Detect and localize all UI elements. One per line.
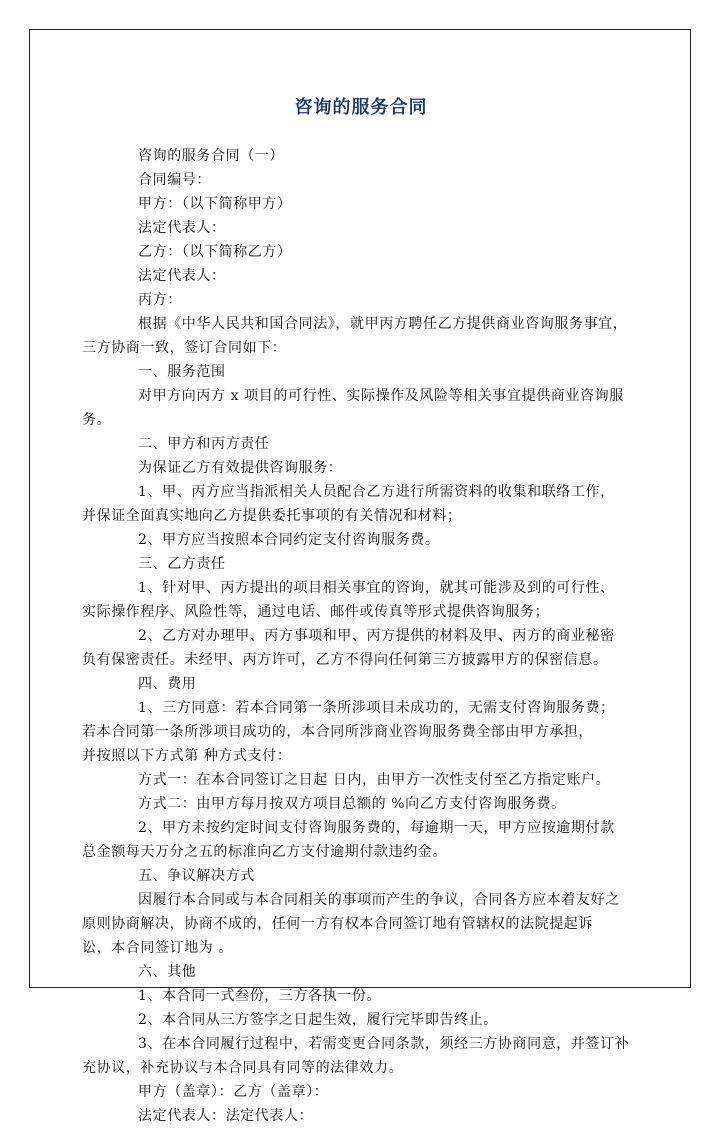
party-c-label: 丙方：: [138, 292, 182, 308]
section-6-item-1: 1、本合同一式叁份，三方各执一份。: [138, 988, 382, 1004]
signature-seal-line: 甲方（盖章）：乙方（盖章）：: [138, 1084, 329, 1100]
section-2-intro: 为保证乙方有效提供咨询服务：: [138, 460, 343, 476]
section-5-line-3: 讼，本合同签订地为 。: [82, 940, 234, 956]
section-3-item-2-line-1: 2、乙方对办理甲、丙方事项和甲、丙方提供的材料及甲、丙方的商业秘密: [138, 628, 615, 644]
section-4-item-2-line-1: 2、甲方未按约定时间支付咨询服务费的，每逾期一天，甲方应按逾期付款: [138, 820, 615, 836]
section-6-item-3-line-2: 充协议，补充协议与本合同具有同等的法律效力。: [82, 1060, 404, 1076]
contract-number-label: 合同编号：: [138, 172, 211, 188]
document-title: 咨询的服务合同: [294, 97, 428, 118]
section-5-heading: 五、争议解决方式: [138, 868, 255, 884]
section-5-line-2: 原则协商解决，协商不成的，任何一方有权本合同签订地有管辖权的法院提起诉: [82, 916, 593, 932]
section-3-item-2-line-2: 负有保密责任。未经甲、丙方许可，乙方不得向任何第三方披露甲方的保密信息。: [82, 652, 608, 668]
section-5-line-1: 因履行本合同或与本合同相关的事项而产生的争议，合同各方应本着友好之: [138, 892, 620, 908]
section-6-item-3-line-1: 3、在本合同履行过程中，若需变更合同条款，须经三方协商同意，并签订补: [138, 1036, 630, 1052]
document-body: [82, 144, 640, 1128]
section-1-line-2: 务。: [82, 412, 112, 428]
payment-method-2: 方式二：由甲方每月按双方项目总额的 %向乙方支付咨询服务费。: [138, 796, 566, 812]
contract-subtitle: 咨询的服务合同（一）: [138, 148, 284, 164]
section-4-heading: 四、费用: [138, 676, 197, 692]
section-3-item-1-line-1: 1、针对甲、丙方提出的项目相关事宜的咨询，就其可能涉及到的可行性、: [138, 580, 615, 596]
preamble-line-1: 根据《中华人民共和国合同法》，就甲丙方聘任乙方提供商业咨询服务事宜，: [138, 316, 628, 332]
section-4-item-1-line-1: 1、三方同意：若本合同第一条所涉项目未成功的，无需支付咨询服务费；: [138, 700, 615, 716]
section-2-item-2: 2、甲方应当按照本合同约定支付咨询服务费。: [138, 532, 440, 548]
section-4-item-1-line-2: 若本合同第一条所涉项目成功的，本合同所涉商业咨询服务费全部由甲方承担，: [82, 724, 593, 740]
section-2-item-1-line-2: 并保证全面真实地向乙方提供委托事项的有关情况和材料；: [82, 508, 462, 524]
section-1-heading: 一、服务范围: [138, 364, 226, 380]
section-1-line-1: 对甲方向丙方 x 项目的可行性、实际操作及风险等相关事宜提供商业咨询服: [138, 388, 624, 404]
section-3-heading: 三、乙方责任: [138, 556, 226, 572]
section-2-item-1-line-1: 1、甲、丙方应当指派相关人员配合乙方进行所需资料的收集和联络工作，: [138, 484, 615, 500]
section-6-item-2: 2、本合同从三方签字之日起生效，履行完毕即告终止。: [138, 1012, 498, 1028]
document-page: [29, 29, 691, 1124]
section-4-item-2-line-2: 总金额每天万分之五的标准向乙方支付逾期付款违约金。: [82, 844, 447, 860]
preamble-line-2: 三方协商一致，签订合同如下：: [82, 340, 287, 356]
section-4-item-1-line-3: 并按照以下方式第 种方式支付：: [82, 748, 292, 764]
party-b-label: 乙方：（以下简称乙方）: [138, 244, 292, 260]
section-2-heading: 二、甲方和丙方责任: [138, 436, 270, 452]
payment-method-1: 方式一：在本合同签订之日起 日内，由甲方一次性支付至乙方指定账户。: [138, 772, 611, 788]
party-b-representative-label: 法定代表人：: [138, 268, 226, 284]
section-6-heading: 六、其他: [138, 964, 197, 980]
section-3-item-1-line-2: 实际操作程序、风险性等，通过电话、邮件或传真等形式提供咨询服务；: [82, 604, 550, 620]
party-a-label: 甲方：（以下简称甲方）: [138, 196, 292, 212]
party-a-representative-label: 法定代表人：: [138, 220, 226, 236]
signature-representative-line: 法定代表人：法定代表人：: [138, 1108, 314, 1124]
